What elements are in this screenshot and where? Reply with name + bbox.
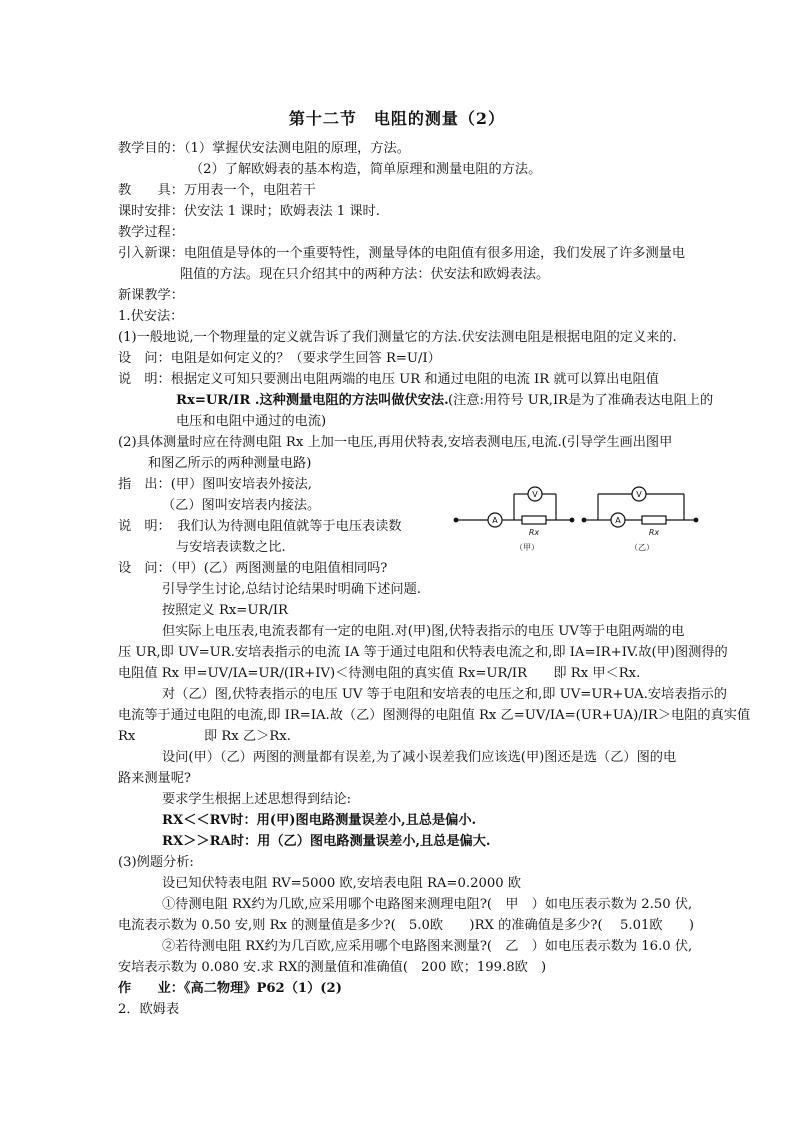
text-line: 引入新课：电阻值是导体的一个重要特性，测量导体的电阻值有很多用途，我们发展了许多测量电 — [118, 246, 686, 261]
text-line: 电压和电阻中通过的电流) — [176, 414, 327, 429]
text-line: （2）了解欧姆表的基本构造，简单原理和测量电阻的方法。 — [190, 162, 542, 177]
conclusion-line: RX＞＞RA时：用（乙）图电路测量误差小,且总是偏大. — [162, 834, 491, 849]
page-title: 第十二节 电阻的测量（2） — [288, 109, 506, 128]
resistor-label: Rx — [648, 528, 660, 537]
text-line: (注意:用符号 UR,IR是为了准确表达电阻上的 — [448, 393, 714, 408]
text-line: 教学过程： — [118, 225, 184, 240]
text-line: 路来测量呢? — [118, 771, 192, 786]
text-line: （乙）图叫安培表内接法。 — [162, 498, 321, 513]
text-line: 教学目的：（1）掌握伏安法测电阻的原理，方法。 — [118, 141, 410, 156]
circuit-left-external-ammeter — [454, 487, 574, 527]
text-line: 电阻值 Rx 甲=UV/IA=UR/(IR+IV)＜待测电阻的真实值 Rx=UR/IR 即 Rx 甲＜Rx. — [118, 666, 641, 681]
text-line: (1)一般地说,一个物理量的定义就告诉了我们测量它的方法.伏安法测电阻是根据电阻的定义来的. — [118, 330, 677, 345]
circuit-diagram — [452, 480, 702, 560]
figure-caption-right: （乙） — [630, 543, 654, 552]
text-line: 但实际上电压表,电流表都有一定的电阻.对(甲)图,伏特表指示的电压 UV等于电阻两端的电 — [162, 624, 685, 639]
text-line: 即 Rx 乙＞Rx. — [204, 729, 291, 744]
text-line: 设 问：（甲）(乙）两图测量的电阻值相同吗? — [118, 561, 388, 576]
text-line: 电流等于通过电阻的电流,即 IR=IA.故（乙）图测得的电阻值 Rx 乙=UV/IA=(UR+UA)/IR＞电阻的真实值 — [118, 708, 751, 723]
text-line: 1.伏安法： — [118, 309, 184, 324]
text-line: (2)具体测量时应在待测电阻 Rx 上加一电压,再用伏特表,安培表测电压,电流.(引导学生画出图甲 — [118, 435, 673, 450]
text-line: ①待测电阻 RX约为几欧,应采用哪个电路图来测理电阻?( 甲 ）如电压表示数为 2.50 伏, — [162, 897, 693, 912]
text-line: 安培表示数为 0.080 安.求 RX的测量值和准确值( 200 欧；199.8欧 ) — [118, 960, 547, 975]
text-line: 要求学生根据上述思想得到结论: — [162, 792, 352, 807]
homework-line: 作 业：《高二物理》P62（1）(2) — [118, 981, 342, 996]
ammeter-symbol: A — [492, 516, 498, 525]
text-line: Rx — [118, 729, 136, 744]
text-line: 课时安排：伏安法 1 课时；欧姆表法 1 课时. — [118, 204, 380, 219]
voltmeter-symbol: V — [532, 490, 538, 499]
text-line: 和图乙所示的两种测量电路) — [148, 456, 312, 471]
text-line: 新课教学： — [118, 288, 184, 303]
text-line: 设已知伏特表电阻 RV=5000 欧,安培表电阻 RA=0.2000 欧 — [162, 876, 522, 891]
ammeter-symbol: A — [615, 516, 621, 525]
text-line: 压 UR,即 UV=UR.安培表指示的电流 IA 等于通过电阻和伏特表电流之和,即 IA=IR+IV.故(甲)图测得的 — [118, 645, 728, 660]
text-line: 教 具：万用表一个，电阻若干 — [118, 183, 316, 198]
text-line: 指 出：(甲）图叫安培表外接法, — [118, 477, 312, 492]
text-line: 设问(甲）（乙）两图的测量都有误差,为了减小误差我们应该选(甲)图还是选（乙）图的电 — [162, 750, 677, 765]
text-line: 与安培表读数之比. — [176, 540, 286, 555]
text-line: 对（乙）图,伏特表指示的电压 UV 等于电阻和安培表的电压之和,即 UV=UR+UA.安培表指示的 — [162, 687, 727, 702]
resistor-label: Rx — [528, 528, 540, 537]
text-line: 阻值的方法。现在只介绍其中的两种方法：伏安法和欧姆表法。 — [180, 267, 550, 282]
text-line: 说 明： 我们认为待测电阻值就等于电压表读数 — [118, 519, 402, 534]
text-line: 电流表示数为 0.50 安,则 Rx 的测量值是多少?( 5.0欧 )RX 的准确值是多少?( 5.01欧 ) — [118, 918, 695, 933]
text-line: 设 问：电阻是如何定义的？（要求学生回答 R=U/I） — [118, 351, 441, 366]
voltmeter-symbol: V — [636, 490, 642, 499]
text-line: 2．欧姆表 — [118, 1002, 180, 1017]
text-line: 引导学生讨论,总结讨论结果时明确下述问题. — [162, 582, 421, 597]
text-line: (3)例题分析: — [118, 855, 194, 870]
text-line: ②若待测电阻 RX约为几百欧,应采用哪个电路图来测量?( 乙 ）如电压表示数为 16.0 伏, — [162, 939, 693, 954]
text-line-bold: Rx=UR/IR .这种测量电阻的方法叫做伏安法. — [176, 393, 449, 408]
figure-caption-left: （甲） — [515, 543, 539, 552]
conclusion-line: RX＜＜RV时：用(甲)图电路测量误差小,且总是偏小. — [162, 813, 477, 828]
text-line: 按照定义 Rx=UR/IR — [162, 603, 288, 618]
text-line: 说 明：根据定义可知只要测出电阻两端的电压 UR 和通过电阻的电流 IR 就可以算出电阻值 — [118, 372, 659, 387]
